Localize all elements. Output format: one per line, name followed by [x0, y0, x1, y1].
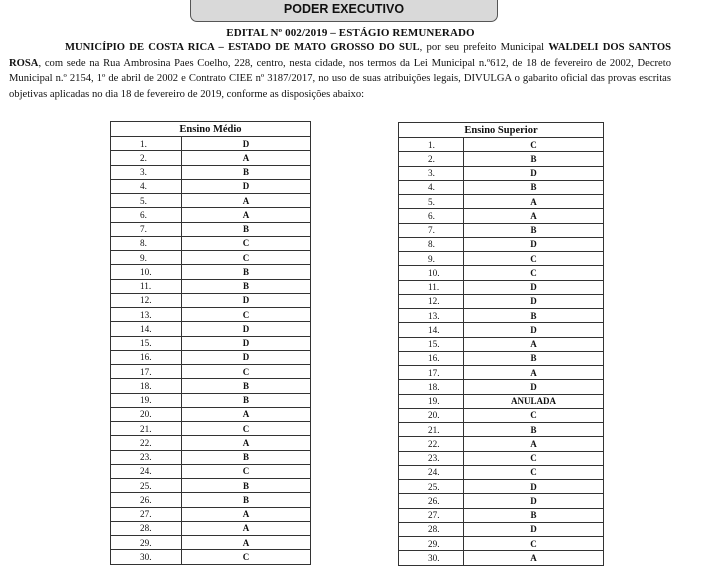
answer-value: A — [464, 337, 604, 351]
question-number: 9. — [111, 251, 182, 265]
table-row — [399, 380, 604, 394]
question-number: 1. — [399, 138, 464, 152]
table-row — [399, 180, 604, 194]
answer-value: C — [182, 365, 311, 379]
table-row — [399, 437, 604, 451]
question-number: 19. — [111, 393, 182, 407]
answer-value: A — [464, 366, 604, 380]
table-row — [399, 451, 604, 465]
question-number: 12. — [399, 294, 464, 308]
table-row — [111, 322, 311, 336]
question-number: 15. — [111, 336, 182, 350]
answer-value: A — [182, 507, 311, 521]
question-number: 24. — [111, 464, 182, 478]
answer-value: C — [464, 537, 604, 551]
answer-value: C — [182, 464, 311, 478]
table-row — [111, 308, 311, 322]
question-number: 1. — [111, 137, 182, 151]
question-number: 12. — [111, 293, 182, 307]
answer-value: A — [464, 551, 604, 565]
question-number: 22. — [399, 437, 464, 451]
table-row — [111, 350, 311, 364]
question-number: 21. — [111, 422, 182, 436]
table-row — [111, 365, 311, 379]
answer-value: C — [182, 251, 311, 265]
answer-value: C — [464, 252, 604, 266]
answer-value: B — [182, 479, 311, 493]
question-number: 6. — [399, 209, 464, 223]
answer-value: C — [464, 465, 604, 479]
answer-value: D — [464, 166, 604, 180]
table-row — [399, 309, 604, 323]
answer-value: A — [182, 536, 311, 550]
question-number: 27. — [111, 507, 182, 521]
answer-value: B — [182, 165, 311, 179]
table-row — [111, 279, 311, 293]
answer-value: D — [182, 336, 311, 350]
table-row — [399, 522, 604, 536]
table-row — [111, 393, 311, 407]
intro-text-2: , com sede na Rua Ambrosina Paes Coelho, 228, centro, nesta cidade, nos termos da Lei Municipal n.º612, de 18 de fevereiro de 2002, Decreto Municipal n.º 2154, 1º de abril de 2002 e Contrato CIEE nº 3187/2017, no uso de suas atribuições legais, DIVULGA o gabarito oficial das provas escritas objetivas aplicadas no dia 18 de fevereiro de 2019, conforme as disposições abaixo: — [9, 57, 671, 100]
table-row — [111, 507, 311, 521]
answer-value: D — [182, 179, 311, 193]
answer-value: B — [182, 393, 311, 407]
table-row — [111, 493, 311, 507]
table-row — [111, 450, 311, 464]
table-row — [399, 508, 604, 522]
question-number: 21. — [399, 423, 464, 437]
answer-value: A — [182, 436, 311, 450]
table-row — [399, 494, 604, 508]
answer-value: B — [464, 180, 604, 194]
table-row — [399, 252, 604, 266]
question-number: 2. — [111, 151, 182, 165]
answer-value: D — [182, 137, 311, 151]
question-number: 25. — [111, 479, 182, 493]
table-row — [111, 379, 311, 393]
table-row — [111, 265, 311, 279]
question-number: 25. — [399, 480, 464, 494]
table-row — [111, 293, 311, 307]
question-number: 18. — [111, 379, 182, 393]
question-number: 26. — [111, 493, 182, 507]
question-number: 24. — [399, 465, 464, 479]
answer-value: C — [182, 308, 311, 322]
answer-value: B — [182, 450, 311, 464]
answer-value: D — [464, 237, 604, 251]
table-row — [111, 422, 311, 436]
table-row — [399, 223, 604, 237]
question-number: 27. — [399, 508, 464, 522]
question-number: 5. — [399, 195, 464, 209]
answer-value: B — [464, 223, 604, 237]
answer-value: A — [182, 407, 311, 421]
answer-value: D — [464, 494, 604, 508]
table-heading: Ensino Médio — [111, 122, 311, 137]
question-number: 11. — [111, 279, 182, 293]
question-number: 30. — [399, 551, 464, 565]
answer-value: D — [464, 480, 604, 494]
mayor-name: WALDELI DOS SANTOS ROSA — [9, 42, 671, 69]
answer-value: B — [182, 222, 311, 236]
question-number: 28. — [111, 521, 182, 535]
answer-value: B — [182, 379, 311, 393]
answer-value: D — [464, 522, 604, 536]
intro-paragraph — [9, 40, 671, 102]
answer-value: B — [464, 423, 604, 437]
question-number: 8. — [399, 237, 464, 251]
question-number: 28. — [399, 522, 464, 536]
table-row — [111, 165, 311, 179]
question-number: 13. — [111, 308, 182, 322]
answer-value: B — [464, 351, 604, 365]
answer-value: D — [464, 323, 604, 337]
answer-value: A — [464, 437, 604, 451]
answer-value: B — [464, 152, 604, 166]
question-number: 7. — [399, 223, 464, 237]
table-row — [111, 536, 311, 550]
document-title: EDITAL Nº 002/2019 – ESTÁGIO REMUNERADO — [226, 27, 475, 39]
table-row — [111, 194, 311, 208]
table-row — [399, 237, 604, 251]
table-row — [111, 336, 311, 350]
section-banner: PODER EXECUTIVO — [190, 0, 498, 22]
municipality-name: MUNICÍPIO DE COSTA RICA – ESTADO DE MATO GROSSO DO SUL — [65, 42, 420, 53]
intro-text-1: , por seu prefeito Municipal — [419, 42, 549, 53]
answer-value: C — [464, 266, 604, 280]
answer-value: B — [464, 508, 604, 522]
table-row — [399, 266, 604, 280]
answer-value: A — [182, 194, 311, 208]
table-row — [111, 464, 311, 478]
table-row — [399, 337, 604, 351]
table-row — [399, 294, 604, 308]
question-number: 4. — [399, 180, 464, 194]
answer-value: D — [182, 293, 311, 307]
table-row — [111, 407, 311, 421]
table-row — [399, 537, 604, 551]
answer-value: D — [464, 294, 604, 308]
table-row — [111, 208, 311, 222]
table-row — [399, 423, 604, 437]
answer-value: C — [464, 408, 604, 422]
question-number: 7. — [111, 222, 182, 236]
table-row — [399, 465, 604, 479]
table-row — [111, 251, 311, 265]
question-number: 20. — [111, 407, 182, 421]
answer-value: B — [182, 279, 311, 293]
question-number: 20. — [399, 408, 464, 422]
answer-value: A — [464, 195, 604, 209]
question-number: 30. — [111, 550, 182, 564]
question-number: 3. — [111, 165, 182, 179]
question-number: 5. — [111, 194, 182, 208]
table-row — [111, 436, 311, 450]
question-number: 18. — [399, 380, 464, 394]
answer-key-table-ensino-superior — [398, 122, 604, 566]
answer-value: B — [464, 309, 604, 323]
table-row — [399, 551, 604, 565]
question-number: 4. — [111, 179, 182, 193]
question-number: 29. — [399, 537, 464, 551]
question-number: 9. — [399, 252, 464, 266]
answer-value: D — [464, 380, 604, 394]
table-row — [399, 209, 604, 223]
table-row — [111, 179, 311, 193]
table-row — [111, 521, 311, 535]
question-number: 10. — [111, 265, 182, 279]
question-number: 2. — [399, 152, 464, 166]
answer-key-table-ensino-medio — [110, 121, 311, 565]
question-number: 29. — [111, 536, 182, 550]
answer-value: C — [182, 236, 311, 250]
table-row — [111, 236, 311, 250]
answer-value: C — [464, 138, 604, 152]
table-row — [111, 479, 311, 493]
question-number: 14. — [111, 322, 182, 336]
table-row — [399, 280, 604, 294]
answer-value: A — [182, 521, 311, 535]
question-number: 13. — [399, 309, 464, 323]
question-number: 23. — [111, 450, 182, 464]
table-row — [399, 394, 604, 408]
question-number: 17. — [399, 366, 464, 380]
answer-value: A — [182, 151, 311, 165]
answer-value: C — [464, 451, 604, 465]
table-row — [399, 138, 604, 152]
question-number: 22. — [111, 436, 182, 450]
question-number: 16. — [399, 351, 464, 365]
table-row — [111, 137, 311, 151]
table-row — [399, 166, 604, 180]
answer-value: A — [182, 208, 311, 222]
answer-value: C — [182, 422, 311, 436]
answer-value: D — [182, 322, 311, 336]
answer-value: ANULADA — [464, 394, 604, 408]
answer-value: B — [182, 493, 311, 507]
question-number: 26. — [399, 494, 464, 508]
answer-value: B — [182, 265, 311, 279]
answer-value: D — [464, 280, 604, 294]
question-number: 14. — [399, 323, 464, 337]
table-row — [399, 323, 604, 337]
question-number: 17. — [111, 365, 182, 379]
table-row — [399, 152, 604, 166]
table-row — [399, 195, 604, 209]
question-number: 19. — [399, 394, 464, 408]
question-number: 8. — [111, 236, 182, 250]
question-number: 10. — [399, 266, 464, 280]
answer-value: C — [182, 550, 311, 564]
answer-value: A — [464, 209, 604, 223]
question-number: 15. — [399, 337, 464, 351]
table-row — [399, 351, 604, 365]
table-row — [399, 408, 604, 422]
question-number: 16. — [111, 350, 182, 364]
question-number: 3. — [399, 166, 464, 180]
table-row — [111, 222, 311, 236]
question-number: 6. — [111, 208, 182, 222]
question-number: 11. — [399, 280, 464, 294]
answer-value: D — [182, 350, 311, 364]
question-number: 23. — [399, 451, 464, 465]
table-row — [111, 151, 311, 165]
table-heading: Ensino Superior — [399, 123, 604, 138]
table-row — [399, 480, 604, 494]
table-row — [111, 550, 311, 564]
table-row — [399, 366, 604, 380]
